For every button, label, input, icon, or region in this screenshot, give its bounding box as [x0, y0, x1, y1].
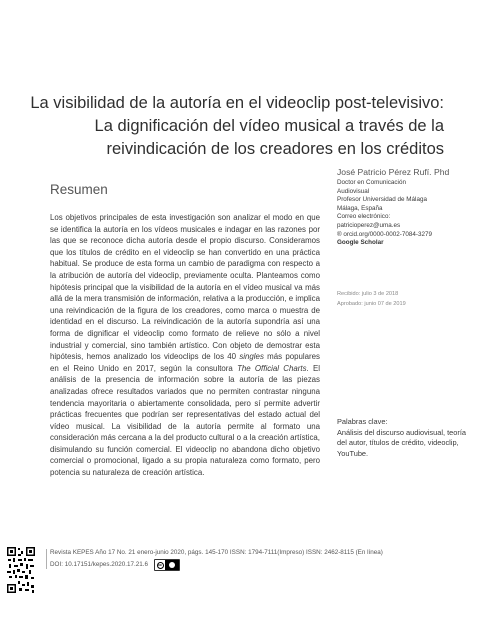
citation-line: Revista KEPES Año 17 No. 21 enero-junio 2020, págs. 145-170 ISSN: 1794-7111(Impreso) ISSN: 2462-8115 (En línea)	[50, 549, 383, 556]
keywords-label: Palabras clave:	[337, 417, 388, 426]
footer-divider	[46, 549, 47, 569]
article-dates	[337, 289, 467, 309]
title-line-2: La dignificación del vídeo musical a través de la	[94, 117, 444, 135]
approved-date: Aprobado: junio 07 de 2019	[337, 301, 406, 307]
abstract-em-singles: singles	[239, 352, 264, 362]
author-line-5: Correo electrónico:	[337, 213, 391, 221]
author-orcid[interactable]: ® orcid.org/0000-0002-7084-3279	[337, 230, 432, 238]
keywords-text: Análisis del discurso audiovisual, teoría del autor, títulos de crédito, videoclip, YouTube.	[337, 427, 466, 458]
author-line-2: Audiovisual	[337, 187, 370, 195]
author-email[interactable]: patricioperez@uma.es	[337, 221, 401, 229]
qr-code-icon[interactable]	[6, 546, 36, 594]
google-scholar-link[interactable]: Google Scholar	[337, 239, 384, 247]
title-line-3: reivindicación de los creadores en los créditos	[106, 140, 444, 158]
abstract-text-b: más populares en el Reino Unido en 2017, según la consultora	[50, 352, 320, 373]
footer-citation	[50, 547, 470, 571]
doi-link[interactable]: DOI: 10.17151/kepes.2020.17.21.6	[50, 561, 149, 568]
author-line-3: Profesor Universidad de Málaga	[337, 196, 427, 204]
abstract-em-charts: The Official Charts	[237, 363, 307, 373]
cc-by-icon[interactable]: cc	[154, 559, 180, 571]
keywords	[337, 417, 467, 459]
abstract-text-c: . El análisis de la presencia de información sobre la autoría de las piezas analizadas ofrece resultados variados que no permiten contrastar ninguna tendencia mayoritaria o abiertamente consolidada, pero sí permite advertir prácticas frecuentes que podrían ser representativas del estado actual del vídeo musical. La visibilidad de la autoría permite al formato una consideración más cercana a la del producto cultural o a la creación artística, disimulando su función comercial. El videoclip no abandona dicho objetivo comercial o promocional, ligado a su propia naturaleza como formato, pero potencia su naturaleza de creación artística.	[50, 363, 321, 478]
author-line-4: Málaga, España	[337, 204, 383, 212]
author-info	[337, 167, 467, 248]
received-date: Recibido: julio 3 de 2018	[337, 291, 399, 297]
author-name: José Patricio Pérez Rufí. Phd	[337, 167, 450, 177]
abstract-text-a: Los objetivos principales de esta investigación son analizar el modo en que se identifica la autoría en los vídeos musicales e indagar en las razones por las que se reconoce dicha autoría desde el propio discurso. Consideramos que los títulos de crédito en el videoclip se han convertido en una práctica habitual. Se produce de esta forma un cambio de paradigma con respecto a la atribución de autoría del videoclip, previamente oculta. Planteamos como hipótesis principal que la visibilidad de la autoría en el vídeo musical va más allá de la mera transmisión de información, relativa a la producción, e implica una reivindicación de la figura de los creadores, como marca o muestra de identidad en el discurso. La reivindicación de la autoría supondría así una forma de dignificar el videoclip como formato de relieve no sólo a nivel industrial y comercial, sino también artístico. Con objeto de demostrar esta hipótesis, hemos analizado los videoclips de los 40	[50, 213, 320, 362]
abstract-body	[50, 212, 320, 479]
abstract-heading: Resumen	[50, 182, 108, 197]
article-title	[24, 92, 444, 161]
author-line-1: Doctor en Comunicación	[337, 179, 406, 186]
title-line-1: La visibilidad de la autoría en el videoclip post-televisivo:	[30, 94, 444, 112]
